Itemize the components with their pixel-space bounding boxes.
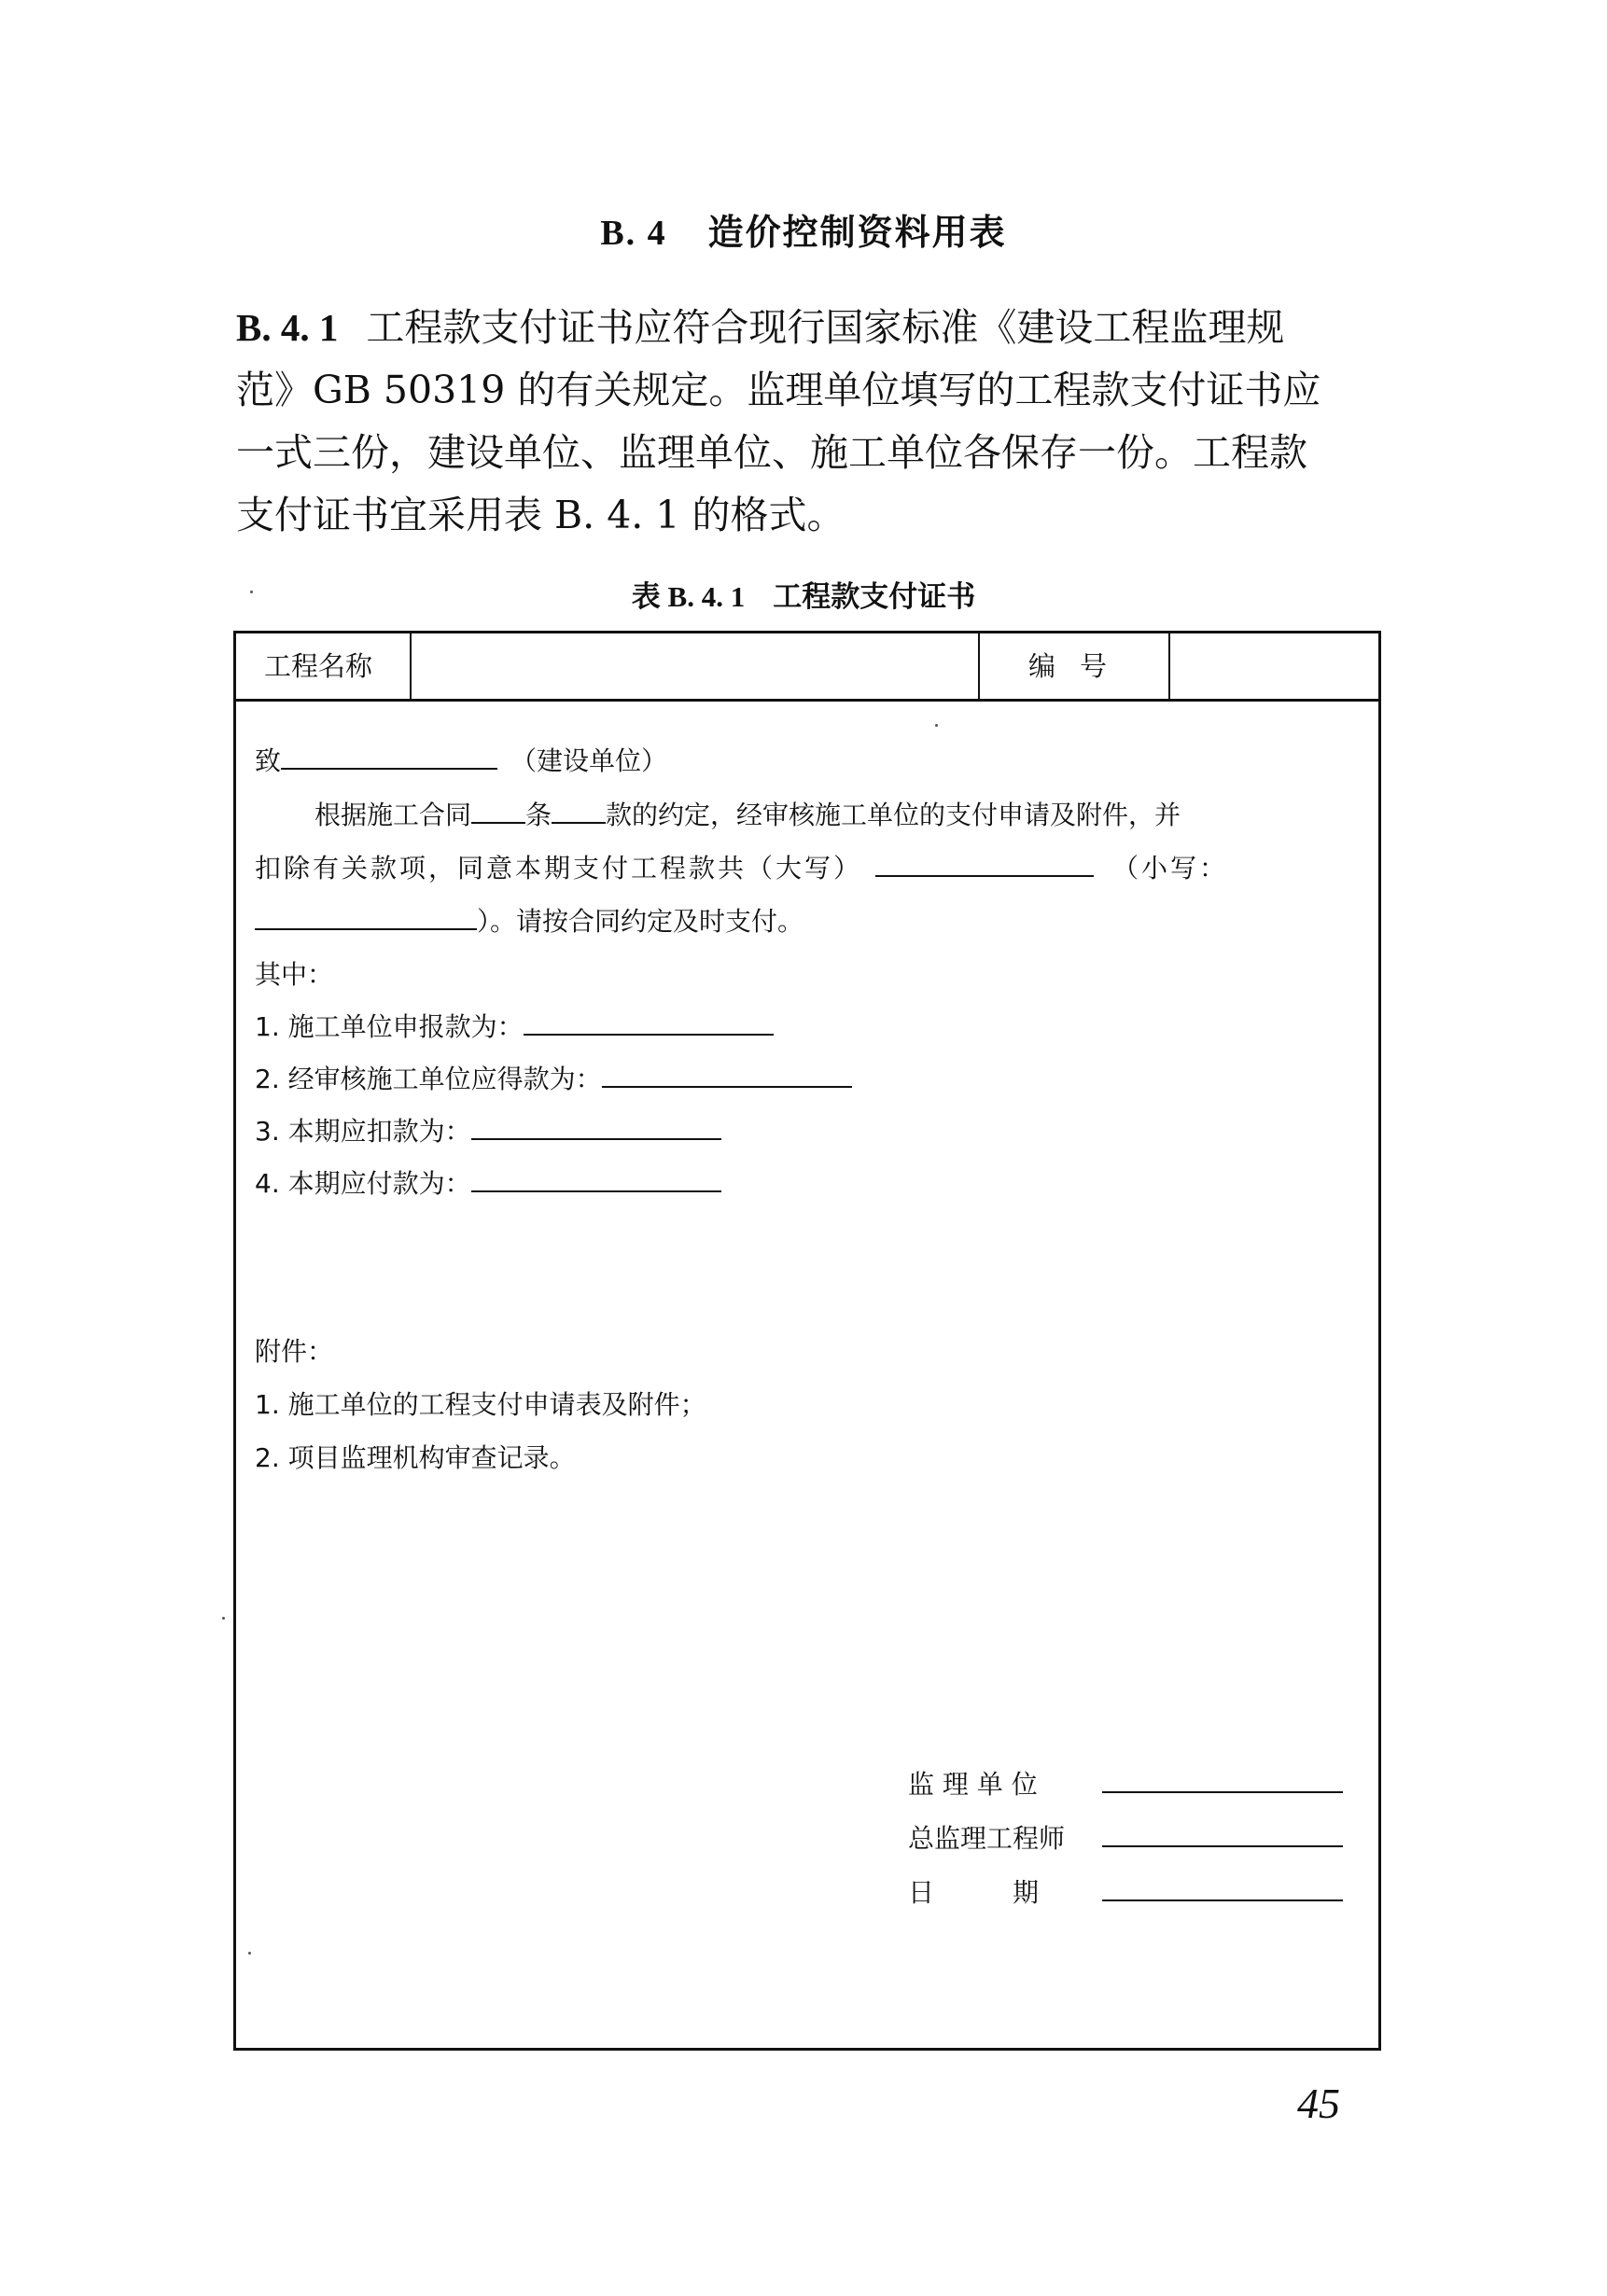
- code-label: 编号: [980, 633, 1170, 699]
- amount-lowercase-line: ）。请按合同约定及时支付。: [255, 901, 804, 939]
- item-3: 3. 本期应扣款为：: [255, 1111, 721, 1148]
- clause-paragraph: [236, 297, 1393, 547]
- clause-line-1: B. 4. 1 工程款支付证书应符合现行国家标准《建设工程监理规: [236, 305, 1285, 350]
- table-number: 表 B. 4. 1: [631, 580, 746, 613]
- code-field[interactable]: [1170, 633, 1381, 699]
- chief-engineer-line: [908, 1818, 1343, 1856]
- to-suffix: （建设单位）: [510, 745, 668, 776]
- scan-speck: [935, 724, 938, 727]
- clause-number: B. 4. 1: [236, 306, 339, 349]
- attachments-label: 附件：: [255, 1336, 334, 1367]
- clause-line-4: 支付证书宜采用表 B. 4. 1 的格式。: [236, 493, 845, 537]
- chief-engineer-label: 总监理工程师: [908, 1823, 1066, 1854]
- scan-speck: [248, 1952, 251, 1955]
- scan-speck: [250, 591, 253, 593]
- supervision-unit-label: 监 理 单 位: [908, 1769, 1038, 1800]
- chief-engineer-blank[interactable]: [1102, 1819, 1343, 1847]
- clause-line-3: 一式三份，建设单位、监理单位、施工单位各保存一份。工程款: [236, 430, 1307, 475]
- table-caption: [0, 573, 1607, 615]
- scan-speck: [222, 1617, 225, 1620]
- item-2: 2. 经审核施工单位应得款为：: [255, 1059, 852, 1096]
- page-number: 45: [1297, 2080, 1340, 2127]
- contract-line: 根据施工合同 条 款的约定，经审核施工单位的支付申请及附件，并: [314, 795, 1181, 832]
- project-name-label: 工程名称: [236, 633, 412, 699]
- clause-article-blank[interactable]: [471, 796, 525, 824]
- item-4-blank[interactable]: [471, 1164, 721, 1192]
- item-4: 4. 本期应付款为：: [255, 1163, 721, 1201]
- project-name-field[interactable]: [412, 633, 980, 699]
- supervision-unit-blank[interactable]: [1102, 1765, 1343, 1793]
- section-title: 造价控制资料用表: [707, 212, 1007, 253]
- to-prefix: 致: [255, 745, 282, 776]
- payment-certificate-form: [233, 631, 1381, 2051]
- supervision-unit-line: [908, 1764, 1343, 1802]
- form-header-row: [236, 633, 1378, 702]
- including-label: 其中：: [255, 959, 334, 990]
- item-1-blank[interactable]: [524, 1008, 774, 1036]
- attachment-1: 1. 施工单位的工程支付申请表及附件；: [255, 1389, 706, 1420]
- addressee-line: [255, 741, 667, 778]
- item-3-blank[interactable]: [471, 1112, 721, 1140]
- clause-line-2: 范》GB 50319 的有关规定。监理单位填写的工程款支付证书应: [236, 368, 1321, 412]
- item-2-blank[interactable]: [602, 1060, 852, 1088]
- section-number: B. 4: [600, 214, 667, 253]
- attachment-2: 2. 项目监理机构审查记录。: [255, 1442, 576, 1473]
- item-1: 1. 施工单位申报款为：: [255, 1007, 774, 1044]
- clause-item-blank[interactable]: [552, 796, 606, 824]
- section-heading: [0, 203, 1607, 255]
- table-title: 工程款支付证书: [773, 580, 976, 614]
- amount-lowercase-blank[interactable]: [255, 902, 477, 930]
- amount-line: 扣除有关款项，同意本期支付工程款共（大写） （小写：: [255, 848, 1228, 885]
- amount-uppercase-blank[interactable]: [875, 849, 1094, 877]
- recipient-blank[interactable]: [281, 742, 497, 770]
- date-blank[interactable]: [1102, 1873, 1343, 1901]
- date-label: 日 期: [908, 1877, 1040, 1908]
- date-line: [908, 1872, 1343, 1910]
